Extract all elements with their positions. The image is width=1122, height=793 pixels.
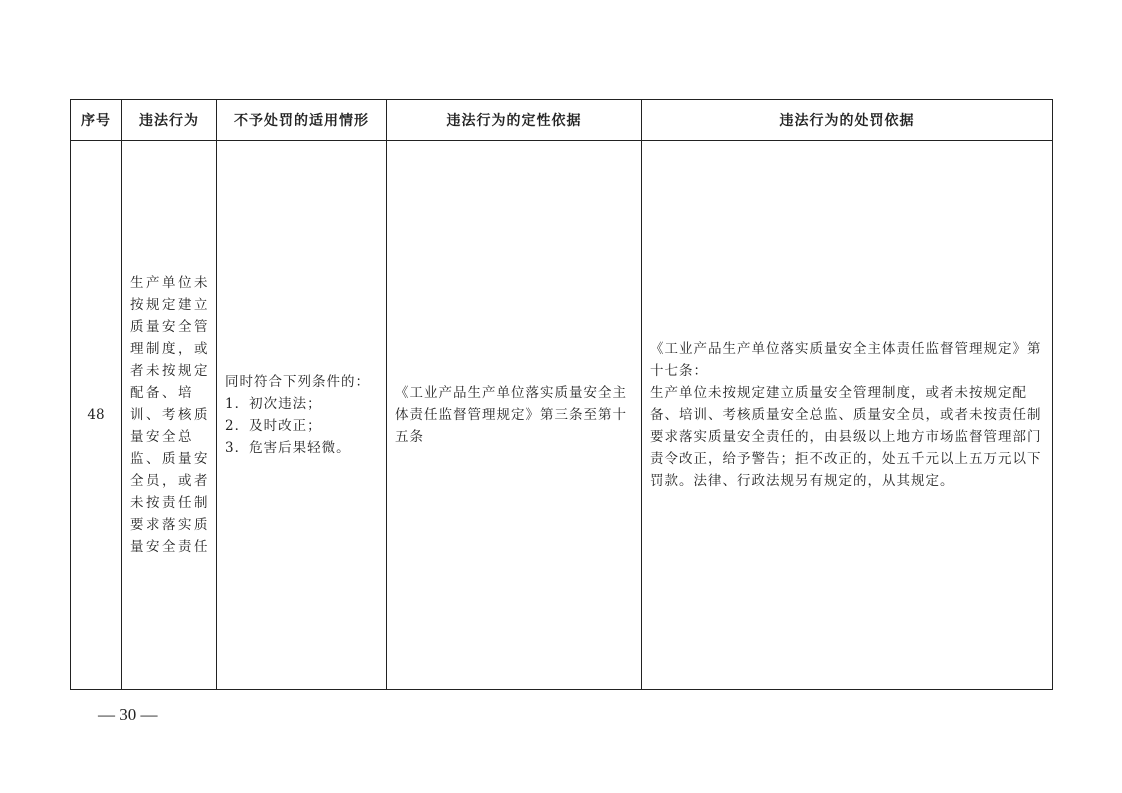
row-serial-number: 48 bbox=[71, 141, 122, 690]
header-legal-basis: 违法行为的定性依据 bbox=[387, 100, 642, 141]
penalty-table bbox=[70, 99, 1053, 690]
row-legal-basis-text: 《工业产品生产单位落实质量安全主体责任监督管理规定》第三条至第十五条 bbox=[387, 141, 642, 690]
exemption-item: 3．危害后果轻微。 bbox=[225, 440, 351, 456]
penalty-citation: 《工业产品生产单位落实质量安全主体责任监督管理规定》第十七条： bbox=[650, 341, 1042, 379]
exemption-item: 2．及时改正； bbox=[225, 418, 322, 434]
row-penalty-cell bbox=[642, 141, 1053, 690]
exemption-intro: 同时符合下列条件的： bbox=[225, 374, 370, 390]
table-header-row bbox=[71, 100, 1053, 141]
exemption-item: 1．初次违法； bbox=[225, 396, 322, 412]
penalty-text: 生产单位未按规定建立质量安全管理制度，或者未按规定配备、培训、考核质量安全总监、质量安全员，或者未按责任制要求落实质量安全责任的，由县级以上地方市场监督管理部门责令改正，给予警告；拒不改正的，处五千元以上五万元以下罚款。法律、行政法规另有规定的，从其规定。 bbox=[650, 385, 1042, 489]
header-serial-number: 序号 bbox=[71, 100, 122, 141]
page-number: — 30 — bbox=[98, 705, 158, 724]
row-violation-text: 生产单位未按规定建立质量安全管理制度，或者未按规定配备、培训、考核质量安全总监、质量安全员，或者未按责任制要求落实质量安全责任 bbox=[122, 141, 217, 690]
row-exemption-cell bbox=[217, 141, 387, 690]
header-exemption-conditions: 不予处罚的适用情形 bbox=[217, 100, 387, 141]
header-penalty-basis: 违法行为的处罚依据 bbox=[642, 100, 1053, 141]
header-violation: 违法行为 bbox=[122, 100, 217, 141]
table-row bbox=[71, 141, 1053, 690]
